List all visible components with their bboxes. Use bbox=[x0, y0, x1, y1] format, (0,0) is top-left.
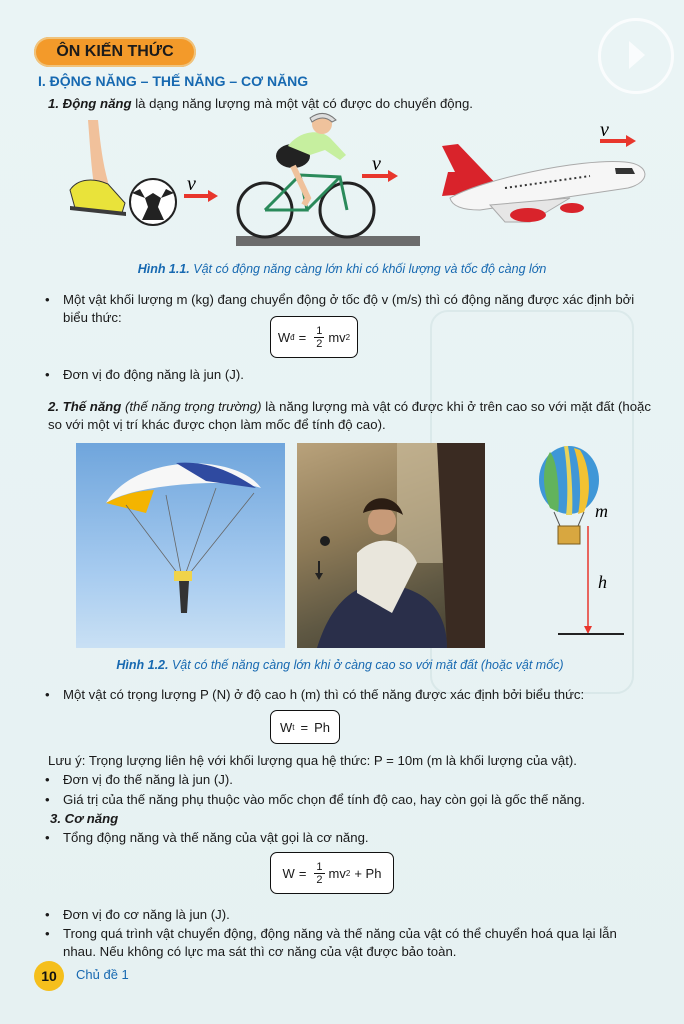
formula-denominator: 2 bbox=[316, 337, 323, 350]
formula-subscript: đ bbox=[290, 332, 295, 342]
velocity-symbol-1: v bbox=[187, 173, 196, 195]
formula-mv-mechanical: mv bbox=[328, 865, 346, 881]
mass-symbol: m bbox=[595, 501, 608, 521]
formula-fraction bbox=[314, 325, 324, 350]
potential-definition bbox=[48, 398, 668, 434]
mechanical-term: Cơ năng bbox=[64, 811, 119, 826]
velocity-symbol-3: v bbox=[600, 119, 609, 141]
mechanical-bullet-1: • Tổng động năng và thế năng của vật gọi là cơ năng. bbox=[63, 829, 369, 847]
kinetic-definition-text: là dạng năng lượng mà một vật có được do chuyển động. bbox=[135, 96, 473, 111]
mechanical-title bbox=[50, 810, 118, 828]
formula-power-mechanical: 2 bbox=[345, 868, 351, 878]
height-symbol: h bbox=[598, 572, 607, 592]
figure-1-1-text: Vật có động năng càng lớn khi có khối lượng và tốc độ càng lớn bbox=[193, 262, 547, 276]
formula-equals-potential: = bbox=[300, 719, 309, 735]
formula-denominator-mechanical: 2 bbox=[316, 873, 323, 886]
galileo-painting bbox=[297, 443, 485, 648]
formula-w-potential: W bbox=[279, 719, 293, 735]
kinetic-energy-formula bbox=[270, 316, 358, 358]
play-icon bbox=[598, 18, 674, 94]
mechanical-bullet-2: • Đơn vị đo cơ năng là jun (J). bbox=[63, 906, 230, 924]
potential-number: 2. bbox=[48, 399, 59, 414]
kinetic-figure bbox=[60, 110, 660, 260]
mechanical-energy-formula bbox=[270, 852, 394, 894]
airplane-illustration bbox=[442, 144, 645, 222]
chapter-label: Chủ đề 1 bbox=[76, 967, 129, 982]
potential-note: Lưu ý: Trọng lượng liên hệ với khối lượng qua hệ thức: P = 10m (m là khối lượng của vật). bbox=[48, 753, 577, 768]
potential-energy-formula bbox=[270, 710, 340, 744]
formula-equals: = bbox=[298, 329, 307, 345]
kinetic-bullet-1-line-1: Một vật khối lượng m (kg) đang chuyển động ở tốc độ v (m/s) thì có động năng được xác định bởi bbox=[63, 292, 635, 307]
section-heading: I. ĐỘNG NĂNG – THẾ NĂNG – CƠ NĂNG bbox=[38, 73, 309, 89]
potential-bullet-3: • Giá trị của thế năng phụ thuộc vào mốc chọn để tính độ cao, hay còn gọi là gốc thế năng. bbox=[63, 791, 585, 809]
formula-plus-ph: + Ph bbox=[354, 865, 382, 881]
figure-1-2-label: Hình 1.2. bbox=[116, 658, 169, 672]
mechanical-number: 3. bbox=[50, 811, 61, 826]
boot-illustration bbox=[70, 120, 126, 216]
potential-definition-text: là năng lượng mà vật có được khi ở trên cao so với mặt đất (hoặc bbox=[265, 399, 651, 414]
potential-bullet-1: • Một vật có trọng lượng P (N) ở độ cao h (m) thì có thế năng được xác định bởi biểu thức: bbox=[63, 686, 584, 704]
formula-w-mechanical: W bbox=[282, 865, 295, 881]
formula-mv: mv bbox=[328, 329, 346, 345]
potential-parenthetical: (thế năng trọng trường) bbox=[124, 399, 262, 414]
section-label: ÔN KIẾN THỨC bbox=[34, 37, 196, 67]
formula-numerator-mechanical: 1 bbox=[316, 860, 323, 873]
mechanical-bullet-3 bbox=[63, 925, 673, 961]
page-number-badge: 10 bbox=[34, 961, 64, 991]
formula-equals-mechanical: = bbox=[298, 865, 307, 881]
soccer-ball-illustration bbox=[130, 179, 176, 225]
kinetic-bullet-1-line-2: biểu thức: bbox=[63, 310, 122, 325]
figure-1-1-caption bbox=[60, 262, 624, 276]
figure-1-2-caption bbox=[70, 658, 610, 672]
formula-power: 2 bbox=[345, 332, 351, 342]
potential-term: Thế năng bbox=[62, 399, 122, 414]
formula-numerator: 1 bbox=[316, 324, 323, 337]
balloon-diagram bbox=[520, 440, 640, 640]
kinetic-bullet-2: • Đơn vị đo động năng là jun (J). bbox=[63, 366, 244, 384]
kinetic-number: 1. bbox=[48, 96, 59, 111]
kinetic-term: Động năng bbox=[62, 96, 132, 111]
parachute-photo bbox=[76, 443, 285, 648]
kinetic-bullet-1 bbox=[63, 291, 673, 327]
formula-fraction-mechanical bbox=[314, 861, 324, 886]
velocity-symbol-2: v bbox=[372, 153, 381, 175]
mechanical-bullet-3-line-1: Trong quá trình vật chuyển động, động năng và thế năng của vật có thể chuyển hoá qua lại lẫn bbox=[63, 926, 617, 941]
mechanical-bullet-3-line-2: nhau. Nếu không có lực ma sát thì cơ năng của vật được bảo toàn. bbox=[63, 944, 457, 959]
formula-subscript-potential: t bbox=[292, 722, 295, 732]
potential-definition-line-2: so với một vị trí khác được chọn làm mốc để tính độ cao). bbox=[48, 417, 386, 432]
potential-bullet-2: • Đơn vị đo thế năng là jun (J). bbox=[63, 771, 233, 789]
cyclist-illustration bbox=[236, 113, 420, 246]
formula-ph: Ph bbox=[314, 719, 330, 735]
figure-1-1-label: Hình 1.1. bbox=[137, 262, 190, 276]
formula-w: W bbox=[277, 329, 291, 345]
figure-1-2-text: Vật có thế năng càng lớn khi ở càng cao so với mặt đất (hoặc vật mốc) bbox=[171, 658, 564, 672]
